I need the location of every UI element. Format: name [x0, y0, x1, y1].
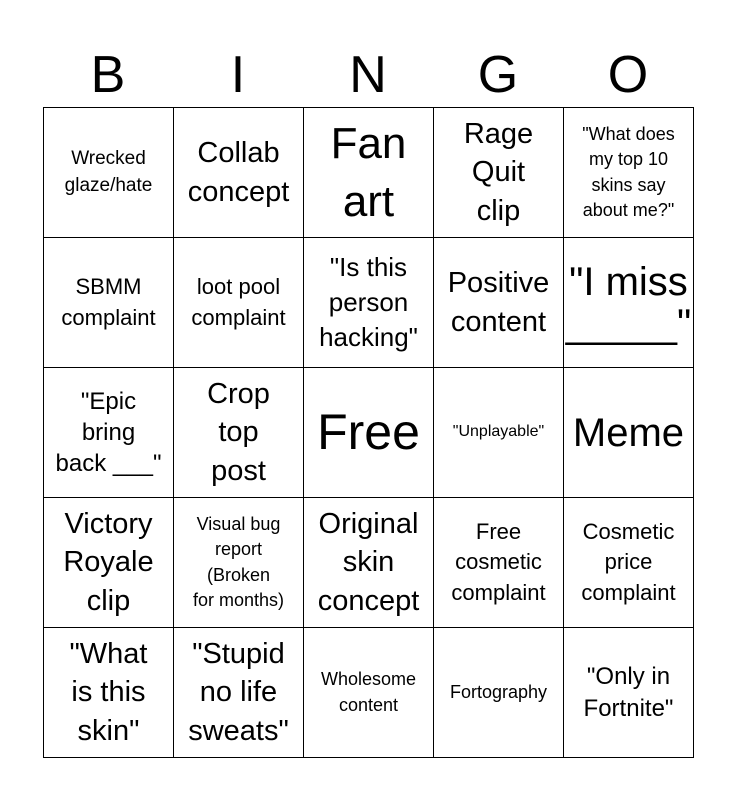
bingo-cell-label: Wrecked glaze/hate	[64, 148, 153, 196]
bingo-cell-r4c1[interactable]	[44, 498, 174, 628]
bingo-cell-label: Visual bug report (Broken for months)	[192, 514, 285, 610]
bingo-cell-label: Fan art	[330, 119, 407, 226]
header-letter-b: B	[90, 46, 126, 104]
bingo-cell-r5c3[interactable]	[304, 628, 434, 758]
bingo-cell-r3c1[interactable]	[44, 368, 174, 498]
bingo-cell-label: loot pool complaint	[191, 274, 286, 330]
bingo-cell-r1c3[interactable]	[304, 108, 434, 238]
bingo-cell-r5c1[interactable]	[44, 628, 174, 758]
bingo-cell-label: "Is this person hacking"	[319, 251, 418, 353]
bingo-cell-r4c4[interactable]	[434, 498, 564, 628]
bingo-cell-r5c5[interactable]	[564, 628, 694, 758]
bingo-cell-label: Victory Royale clip	[63, 508, 154, 617]
bingo-cell-r5c4[interactable]	[434, 628, 564, 758]
bingo-cell-r4c2[interactable]	[174, 498, 304, 628]
header-letter-n: N	[349, 46, 387, 104]
bingo-cell-label: "Only in Fortnite"	[583, 663, 674, 722]
bingo-cell-label: "What does my top 10 skins say about me?"	[582, 124, 675, 220]
bingo-cell-label: Crop top post	[207, 378, 270, 487]
bingo-cell-r1c2[interactable]	[174, 108, 304, 238]
bingo-cell-label: "Unplayable"	[452, 423, 545, 441]
bingo-cell-label: Collab concept	[187, 137, 290, 208]
bingo-header	[43, 42, 693, 108]
header-letter-o: O	[607, 46, 649, 104]
bingo-cell-label: Meme	[572, 410, 685, 455]
bingo-cell-r3c3-free-space[interactable]	[304, 368, 434, 498]
bingo-cell-label: Positive content	[447, 267, 550, 338]
bingo-cell-label: SBMM complaint	[61, 274, 156, 330]
bingo-cell-label: "Epic bring back ___"	[55, 387, 162, 478]
bingo-board	[43, 107, 694, 758]
bingo-cell-r5c2[interactable]	[174, 628, 304, 758]
bingo-cell-r3c2[interactable]	[174, 368, 304, 498]
header-letter-i: I	[230, 46, 246, 104]
bingo-cell-label: Free cosmetic complaint	[451, 518, 546, 605]
bingo-cell-label: Original skin concept	[317, 508, 420, 617]
bingo-cell-r1c1[interactable]	[44, 108, 174, 238]
bingo-cell-r3c5[interactable]	[564, 368, 694, 498]
bingo-cell-r3c4[interactable]	[434, 368, 564, 498]
bingo-cell-label: Fortography	[449, 681, 548, 702]
bingo-cell-r2c1[interactable]	[44, 238, 174, 368]
bingo-cell-r2c3[interactable]	[304, 238, 434, 368]
bingo-cell-label: Free	[317, 404, 420, 460]
bingo-cell-label: Wholesome content	[320, 669, 417, 715]
bingo-cell-label: "What is this skin"	[69, 638, 148, 747]
bingo-cell-r2c2[interactable]	[174, 238, 304, 368]
bingo-cell-label: Rage Quit clip	[463, 118, 534, 227]
header-letter-g: G	[477, 46, 519, 104]
bingo-cell-r4c5[interactable]	[564, 498, 694, 628]
bingo-cell-r2c4[interactable]	[434, 238, 564, 368]
bingo-cell-r4c3[interactable]	[304, 498, 434, 628]
bingo-cell-label: "I miss _____"	[565, 259, 692, 346]
bingo-cell-label: "Stupid no life sweats"	[188, 638, 289, 747]
bingo-cell-r1c4[interactable]	[434, 108, 564, 238]
bingo-cell-label: Cosmetic price complaint	[581, 518, 676, 605]
bingo-cell-r2c5[interactable]	[564, 238, 694, 368]
bingo-cell-r1c5[interactable]	[564, 108, 694, 238]
